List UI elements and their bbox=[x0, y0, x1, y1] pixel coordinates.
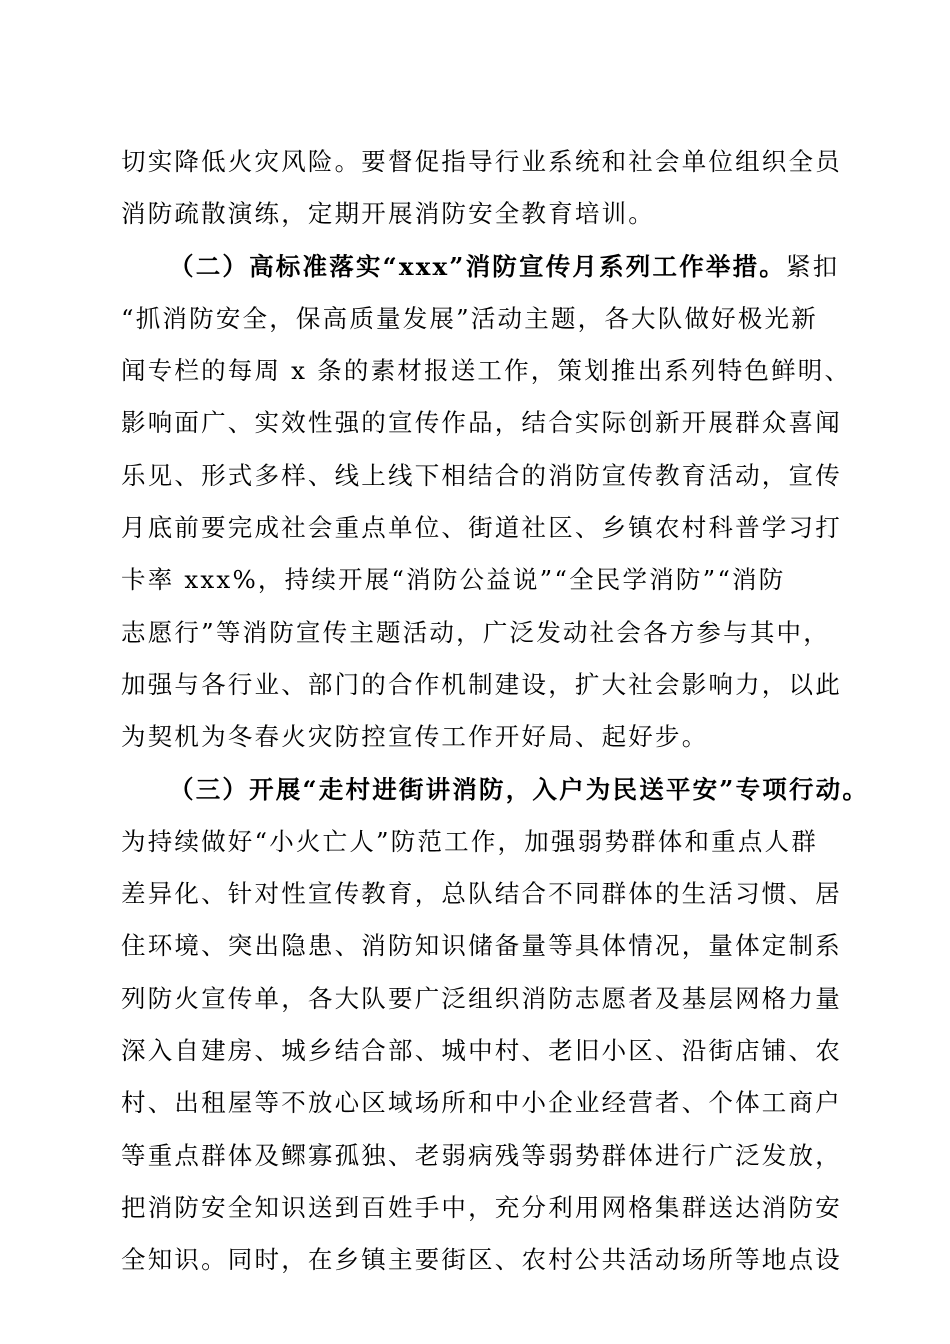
text-line bbox=[121, 1234, 861, 1286]
section-heading-line bbox=[121, 764, 870, 816]
text-line bbox=[121, 188, 861, 240]
line-text: “抓消防安全，保高质量发展”活动主题，各大队做好极光新 bbox=[121, 303, 818, 333]
line-text: 把消防安全知识送到百姓手中，充分利用网格集群送达消防安 bbox=[121, 1192, 842, 1222]
line-text: 住环境、突出隐患、消防知识储备量等具体情况，量体定制系 bbox=[121, 931, 842, 961]
line-text: 消防疏散演练，定期开展消防安全教育培训。 bbox=[121, 199, 655, 229]
text-line bbox=[121, 868, 861, 920]
text-line bbox=[121, 816, 861, 868]
text-line bbox=[121, 920, 861, 972]
line-text: 为契机为冬春火灾防控宣传工作开好局、起好步。 bbox=[121, 722, 709, 752]
text-line bbox=[121, 659, 861, 711]
body-text bbox=[121, 136, 870, 1287]
text-line bbox=[121, 554, 861, 606]
text-line bbox=[121, 711, 861, 763]
line-text: 志愿行”等消防宣传主题活动，广泛发动社会各方参与其中， bbox=[121, 617, 830, 647]
text-line bbox=[121, 973, 861, 1025]
section-heading: （二）高标准落实“xxx”消防宣传月系列工作举措。 bbox=[169, 251, 787, 281]
line-text: 切实降低火灾风险。要督促指导行业系统和社会单位组织全员 bbox=[121, 147, 842, 176]
line-text: 加强与各行业、部门的合作机制建设，扩大社会影响力，以此 bbox=[121, 669, 842, 699]
line-text: 差异化、针对性宣传教育，总队结合不同群体的生活习惯、居 bbox=[121, 879, 842, 909]
text-line bbox=[121, 450, 861, 502]
line-text: 乐见、形式多样、线上线下相结合的消防宣传教育活动，宣传 bbox=[121, 460, 842, 490]
line-text: 为持续做好“小火亡人”防范工作，加强弱势群体和重点人群 bbox=[121, 826, 818, 856]
line-text: 影响面广、实效性强的宣传作品，结合实际创新开展群众喜闻 bbox=[121, 408, 842, 438]
line-text: 全知识。同时，在乡镇主要街区、农村公共活动场所等地点设 bbox=[121, 1245, 842, 1275]
line-text: 闻专栏的每周 x 条的素材报送工作，策划推出系列特色鲜明、 bbox=[121, 356, 852, 386]
text-line bbox=[121, 1130, 861, 1182]
text-line bbox=[121, 502, 861, 554]
line-text: 卡率 xxx%，持续开展“消防公益说”“全民学消防”“消防 bbox=[121, 565, 786, 595]
text-line bbox=[121, 607, 861, 659]
line-text: 月底前要完成社会重点单位、街道社区、乡镇农村科普学习打 bbox=[121, 513, 842, 543]
text-line bbox=[121, 1077, 861, 1129]
line-text: 村、出租屋等不放心区域场所和中小企业经营者、个体工商户 bbox=[121, 1088, 842, 1118]
text-line bbox=[121, 397, 861, 449]
line-text: 深入自建房、城乡结合部、城中村、老旧小区、沿街店铺、农 bbox=[121, 1036, 842, 1066]
text-line bbox=[121, 136, 861, 188]
line-text: 紧扣 bbox=[786, 251, 840, 281]
section-heading-line bbox=[121, 241, 861, 293]
section-heading: （三）开展“走村进街讲消防，入户为民送平安”专项行动。 bbox=[169, 774, 870, 804]
line-text: 等重点群体及鳏寡孤独、老弱病残等弱势群体进行广泛发放， bbox=[121, 1140, 842, 1170]
text-line bbox=[121, 293, 861, 345]
text-line bbox=[121, 345, 861, 397]
line-text: 列防火宣传单，各大队要广泛组织消防志愿者及基层网格力量 bbox=[121, 983, 842, 1013]
text-line bbox=[121, 1025, 861, 1077]
text-line bbox=[121, 1182, 861, 1234]
